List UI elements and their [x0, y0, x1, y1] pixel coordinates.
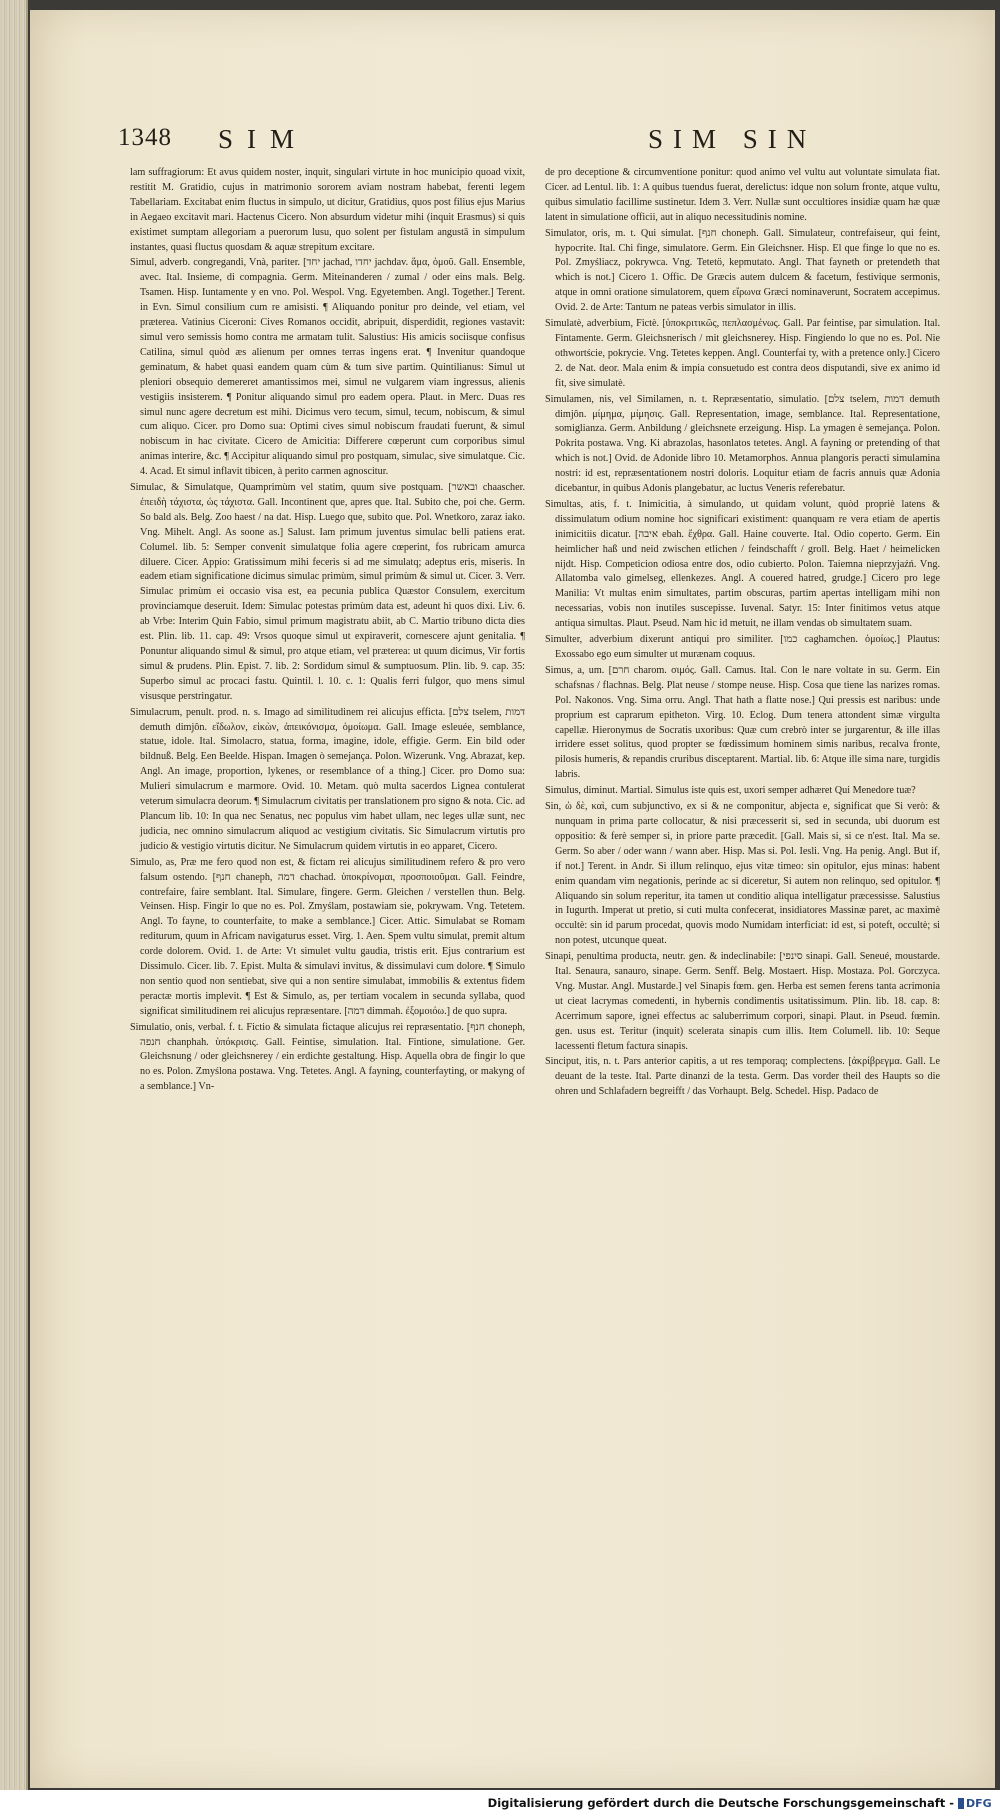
book-page-stack-edge [0, 0, 28, 1790]
digitization-footer [0, 1790, 1000, 1816]
dictionary-entry: Sinciput, itis, n. t. Pars anterior capitis, a ut res temporaq; complectens. [ἀκρίβρεγμα. Gall. Le deuant de la teste. Ital. Parte dinanzi de la testa. Germ. Das vorder theil des Haupts so die ohren und Schlafadern begreifft / das Vorhaupt. Belg. Schedel. Hisp. Padaco de [545, 1056, 940, 1098]
dictionary-entry: Simulter, adverbium dixerunt antiqui pro similiter. [כמו caghamchen. ὁμοίως.] Plautus: Exossabo ego eum simulter ut murænam coquus. [545, 634, 940, 660]
dictionary-entry: Simulo, as, Præ me fero quod non est, & fictam rei alicujus similitudinem refero & pro vero falsum ostendo. [חנף chaneph, דמה chachad. ὑποκρίνομαι, προσποιοῦμαι. Gall. Feindre, contrefaire, faire semblant. Ital. Simulare, fingere. Germ. Gleichen / verstellen thun. Belg. Veinsen. Hisp. Fingir lo que no es. Pol. Zmyślam, postawiam sie, pokrywam. Vng. Tetetem. Angl. To fayne, to counterfaite, to make a semblance.] Cicer. Attic. Simulabat se Romam rediturum, quum in Africam navigaturus esset. Virg. 1. Aen. Spem vultu simulat, premit altum corde dolorem. Ovid. 1. de Arte: Vt simulet vultu gaudia, tristis erit. Ejus contrarium est Dissimulo. Cicer. lib. 7. Epist. Multa & simulavi invitus, & dissimulavi cum dolore. ¶ Simulo non sentio quod non sentiebat, sive qui a non sentire simulabat, immobilis & extentus fidem peractæ mortis implevit. ¶ Est & Simulo, as, per tertiam vocalem in secunda syllaba, quod significat similitudinem rei alicujus repræsentare. [דמה dimmah. ἐξομοιόω.] de quo supra. [130, 856, 525, 1017]
dictionary-entry: Sin, ὡ δὲ, καὶ, cum subjunctivo, ex si & ne componitur, abjecta e, significat que Si verò: & nunquam in prima parte collocatur, & nisi præcesserit si, sed in secunda, ubi duorum est oppositio: & ferè semper si, in priore parte præcedit. [Gall. Mais si, si ce n'est. Ital. Ma se. Germ. So aber / oder wann / wann aber. Hisp. Mas si. Pol. Iesli. Vng. Ha penig. Angl. But if, if not.] Terent. in Andr. Si illum relinquo, ejus vitæ timeo: sin opitulor, ejus minas: habent enim quandam vim negationis, perinde ac si diceretur, Si autem non relinquo, sed opitulor. ¶ Aliquando sin solum reperitur, ita tamen ut conditio aliqua intelligatur præcessisse. Salustius in Iugurth. Imperat ut pretio, si cuti multa confecerat, insidiatores Massinæ paret, ac maximè occultè: sin id parum procedat, quovis modo Numidam interficiat: id est, si poteft, occultè; si non potest, utcunque queat. [545, 801, 940, 947]
page-number: 1348 [118, 124, 172, 151]
dictionary-entry: Sinapi, penultima producta, neutr. gen. & indeclinabile: [סינפי sinapi. Gall. Seneué, moustarde. Ital. Senaura, sanauro, sinape. Germ. Senff. Belg. Mostaert. Hisp. Mostaza. Pol. Gorczyca. Vng. Mustar. Angl. Mustarde.] vel Sinapis fœm. gen. Herba est semen ferens tanta acrimonia ut cieat lacrymas comedenti, in hybernis condimentis usitatissimum. Plin. lib. 18. cap. 8: Acerrimum sapore, ignei effectus ac saluberrimum corpori, sinapi. Plaut. in Pseud. fœmin. gen. usus est. Teritur (inquit) scelerata sinapis cum illis. Item Columell. lib. 10: Seque lacessenti fletum factura sinapis. [545, 951, 940, 1052]
dfg-logo [958, 1796, 992, 1811]
dictionary-entry: Simulamen, nis, vel Similamen, n. t. Repræsentatio, simulatio. [צלם tselem, דמות demuth dimjôn. μίμημα, μίμησις. Gall. Representation, image, semblance. Ital. Representatione, somiglianza. Germ. Anbildung / gleichsnete erzeigung. Hisp. La ymagen è semejança. Polon. Pokrita postawa. Vng. Ki abrazolas, hasonlatos tetetes. Angl. A fayning or pretending of that which is not.] Ovid. de Adonide libro 10. Metamorphos. Annua plangoris peracti simulamina nostri: id est, repræsentationem nostri doloris. Loquitur etiam de facris annuis quæ Adonia dicebantur, in quibus Adonis plangebatur, ac luctus Veneris referebatur. [545, 393, 940, 495]
edge-marks [2, 10, 10, 130]
dictionary-entry: Simus, a, um. [חרם charom. σιμός. Gall. Camus. Ital. Con le nare voltate in su. Germ. Ein schafsnas / flachnas. Belg. Plat neuse / stompe neuse. Hisp. Cosa que tiene las narizes romas. Pol. Nakonos. Vng. Sima orru. Angl. That hath a flatte nose.] Qui pressis est naribus: unde proprium est caprarum epitheton. Virg. 10. Eclog. Dum tenera attondent simæ virgulta capellæ. Hieronymus de Socratis uxoribus: Quæ cum crebrò inter se jurgarentur, & ille illas irridere esset solitus, quod propter se fœdissimum hominem simis naribus, recalva fronte, pilosis humeris, & repandis cruribus disceptarent. Martial. lib. 6: Atque ille sima nare, turgidis labris. [545, 664, 940, 781]
dictionary-entry: de pro deceptione & circumventione ponitur: quod animo vel vultu aut voluntate simulata fiat. Cicer. ad Lentul. lib. 1: A quibus tuendus fuerat, derelictus: idque non solum fronte, atque vultu, quibus simulatio facillime sustinetur. Idem 3. Verr. Nullæ sunt occultiores insidiæ quam hæ quæ latent in simulatione officii, aut in aliquo necessitudinis nomine. [545, 167, 940, 223]
dfg-logo-text: DFG [966, 1797, 992, 1810]
dictionary-entry: Simulatio, onis, verbal. f. t. Fictio & simulata fictaque alicujus rei repræsentatio. [חנף choneph, חנפה chanphah. ὑπόκρισις. Gall. Feintise, simulation. Ital. Fintione, simulatione. Ger. Gleichsnung / oder gleichsnerey / ein erdichte gestaltung. Hisp. Aquella obra de fingir lo que no es. Polon. Zmyślona postawa. Vng. Tetetes. Angl. A fayning, counterfayting, or makyng of a semblance.] Vn- [130, 1021, 525, 1093]
running-head-right: SIM SIN [648, 124, 817, 154]
running-head-left: SIM [218, 124, 309, 154]
dictionary-entry: Simulac, & Simulatque, Quamprimùm vel statim, quum sive postquam. [ובאשר chaascher. ἐπειδὴ τάχιστα, ὡς τάχιστα. Gall. Incontinent que, apres que. Ital. Subito che, poi che. Germ. So bald als. Belg. Zoo haest / na dat. Hisp. Luego que, subito que. Pol. Wnetkoro, zaraz iako. Vng. Mihelt. Angl. As soone as.] Salust. Iam primum juventus simulac belli patiens erat. Columel. lib. 5: Semper convenit simulatque folia agere cœperint, fos rubricam amurca diluere. Cicer. Appio: Gratissimum mihi feceris si ad me simulatq; adeptus eris, miseris. In eadem etiam significatione dicimus simulac primùm, simul primùm & simul ut. Cicer. 3. Verr. Simulac primùm ei occasio visa est, ea pecunia publica Quæstor Consulem, exercitum provinciamque deseruit. Idem: Simulac potestas primùm data est, adeunt hi quos dixi. Liv. 6. ab Vrbe: Interim Quin Fabio, simul primum magistratu abiit, ab C. Martio tribuno dicta dies est. Plin. lib. 11. cap. 49: Vrsos quoque simul ut expiraverit, cornescere ajunt genitalia. ¶ Ponuntur aliquando simul & simul, pro atque etiam, vel præterea: ut quum dicimus, Vir fortis simul & prudens. Plin. Epist. 7. lib. 2: Sordidum simul & sumptuosum. Plin. lib. 9. cap. 35: Superbo simul ac procaci fastu. Quintil. l. 10. c. 1: Qualis ferri fulgor, quo mens simul visusque perstringatur. [130, 482, 525, 702]
dfg-credit-text: Digitalisierung gefördert durch die Deutsche Forschungsgemeinschaft - [487, 1796, 954, 1810]
dictionary-entry: lam suffragiorum: Et avus quidem noster, inquit, singulari virtute in hoc municipio quoad vixit, restitit M. Gratidio, cujus in matrimonio sororem aviam nostram habebat, ferenti legem Tabellariam. Excitabat enim fluctus in simpulo, ut dicitur, Gratidius, quos post filius ejus Marius in Aegaeo excitavit mari. Hactenus Cicero. Non absurdum videtur mihi (inquit Erasmus) si quis existimet sumptam allegoriam a puerorum lusu, quo solent per fistulam angustā in simpulum instantes, quasi fluctus quosdam & aquæ strepitum excitare. [130, 167, 525, 253]
page-header [118, 124, 958, 158]
dictionary-entry: Simulator, oris, m. t. Qui simulat. [חנף choneph. Gall. Simulateur, contrefaiseur, qui feint, hypocrite. Ital. Chi finge, simulatore. Germ. Ein Gleichsner. Hisp. El que finge lo que no es. Pol. Zmyśliacz, pokrywca. Vng. Tetetö, kepmutato. Angl. That fayneth or pretendeth that which is not.] Cicero 1. Offic. De Græcis autem dulcem & facetum, festivique sermonis, atque in omni oratione simulatorem, quem εἴρωνα Græci nominaverunt, Socratem accepimus. Ovid. 2. de Arte: Tantum ne pateas verbis simulator in illis. [545, 227, 940, 314]
dictionary-entry: Simulacrum, penult. prod. n. s. Imago ad similitudinem rei alicujus efficta. [צלם tselem, דמות demuth dimjôn. εἴδωλον, εἰκὼν, ἀπεικόνισμα, ὁμοίωμα. Gall. Image esleuée, semblance, statue, idole. Ital. Simolacro, statua, forma, imagine, idole, effigie. Germ. Ein bild oder bildnuß. Belg. Een Beelde. Hispan. Imagen ò semejança. Polon. Wizerunk. Vng. Abrazat, kep. Angl. An image, proportion, lykenes, or resemblance of a thing.] Cicer. pro Domo sua: Mulieri simulacrum e marmore. Ovid. 10. Metam. quò multa sacerdos Lignea contulerat veterum simulacra deorum. ¶ Simulacrum civitatis per translationem pro signo & nota. Cic. ad Plancum lib. 10: In qua nec Senatus, nec populus vim habet ullam, nec leges ullæ sunt, nec judicia, nec omnino simulacrum aliquod ac vestigium civitatis. Sic Simulacrum virtutis pro judicio & vestigio virtutis dicitur. Ne Simulacrum quidem virtutis in eo apparet, Cicero. [130, 706, 525, 852]
text-column-right [545, 166, 940, 1786]
dictionary-entry: Simulus, diminut. Martial. Simulus iste quis est, uxori semper adhæret Qui Menedore tuæ? [545, 785, 916, 797]
text-column-left [130, 166, 525, 1786]
dictionary-entry: Simultas, atis, f. t. Inimicitia, à simulando, ut quidam volunt, quòd propriè latens & dissimulatum odium nomine hoc significari existiment: quanquam re vera etiam de apertis inimicitiis dicatur. [איבה ebah. ἔχθρα. Gall. Haine couverte. Ital. Odio coperto. Germ. Ein heimlicher haß und neid zwischen etlichen / feindschafft / groll. Belg. Haet / heimelicken nijdt. Hisp. Competicion odiosa entre dos, odio cubierto. Polon. Taiemna nieprzyjaźń. Vng. Allatomba valo gimelseg, ellenkezes. Angl. A couered hatred, grudge.] Cicero pro lege Manilia: Vt multas enim simultates, partim obscuras, partim apertas intelligam mihi non necessarias, vobis non inutiles suscepisse. Iuvenal. Satyr. 15: Inter finitimos vetus atque antiqua simultas. Plaut. Pseud. Nam hic id metuit, ne illam vendas ob simultatem suam. [545, 498, 940, 630]
dictionary-entry: Simulatè, adverbium, Fictè. [ὑποκριτικῶς, πεπλασμένως. Gall. Par feintise, par simulation. Ital. Fintamente. Germ. Gleichsnerisch / mit gleichsnerey. Hisp. Fingiendo lo que no es. Pol. Nie othwortście, pokrycie. Vng. Tetetes keppen. Angl. Counterfai ty, with a pretence only.] Cicero 2. de Nat. deor. Mala enim & impia consuetudo est contra deos disputandi, sive ex animo id fit, sive simulatè. [545, 318, 940, 389]
dfg-logo-mark-icon [958, 1798, 964, 1809]
dictionary-entry: Simul, adverb. congregandi, Vnà, pariter. [יחד jachad, יחדו jachdav. ἅμα, ὁμοῦ. Gall. Ensemble, avec. Ital. Insieme, di compagnia. Germ. Miteinanderen / zumal / oder eins mals. Belg. Tsamen. Hisp. Iuntamente y en vno. Pol. Wespol. Vng. Egyetemben. Angl. Together.] Terent. in Evn. Simul consilium cum re amisisti. ¶ Aliquando ponitur pro deinde, vel etiam, vel præterea. Vatinius Ciceroni: Cives Romanos occidit, abripuit, disperdidit, regiones vastavit: simul vero semissis homo contra me armatam tulit. Salustius: His amicis sociisque confisus Catilina, simul quòd æs alienum per omnes terras ingens erat. ¶ Invenitur quandoque geminatum, & habet quasi eandem quam cùm & tum sive partim. Quintilianus: Simul ut pleniori obsequio demereret amantissimos mei, simul ne vulgarem viam ingressus, alienis vestigiis insisterem. ¶ Ponitur aliquando simul pro eadem opera. Plaut. in Merc. Duas res simul nunc agere decretum est mihi. Dicimus vero tecum, simul, tecum, nobiscum, & simul cum aliquo. Cicer. pro Domo sua: Optimi cives simul nobiscum fraudati fuerunt, & simul nobiscum in hac civitate. Cicero de Amicitia: Differere cœperunt cum corporibus simul animas interire, &c. ¶ Accipitur aliquando simul pro postquam, simulac, sive simulatque. Cic. 4. Acad. Et simul inflavit tibicen, à perito carmen agnoscitur. [130, 257, 525, 478]
